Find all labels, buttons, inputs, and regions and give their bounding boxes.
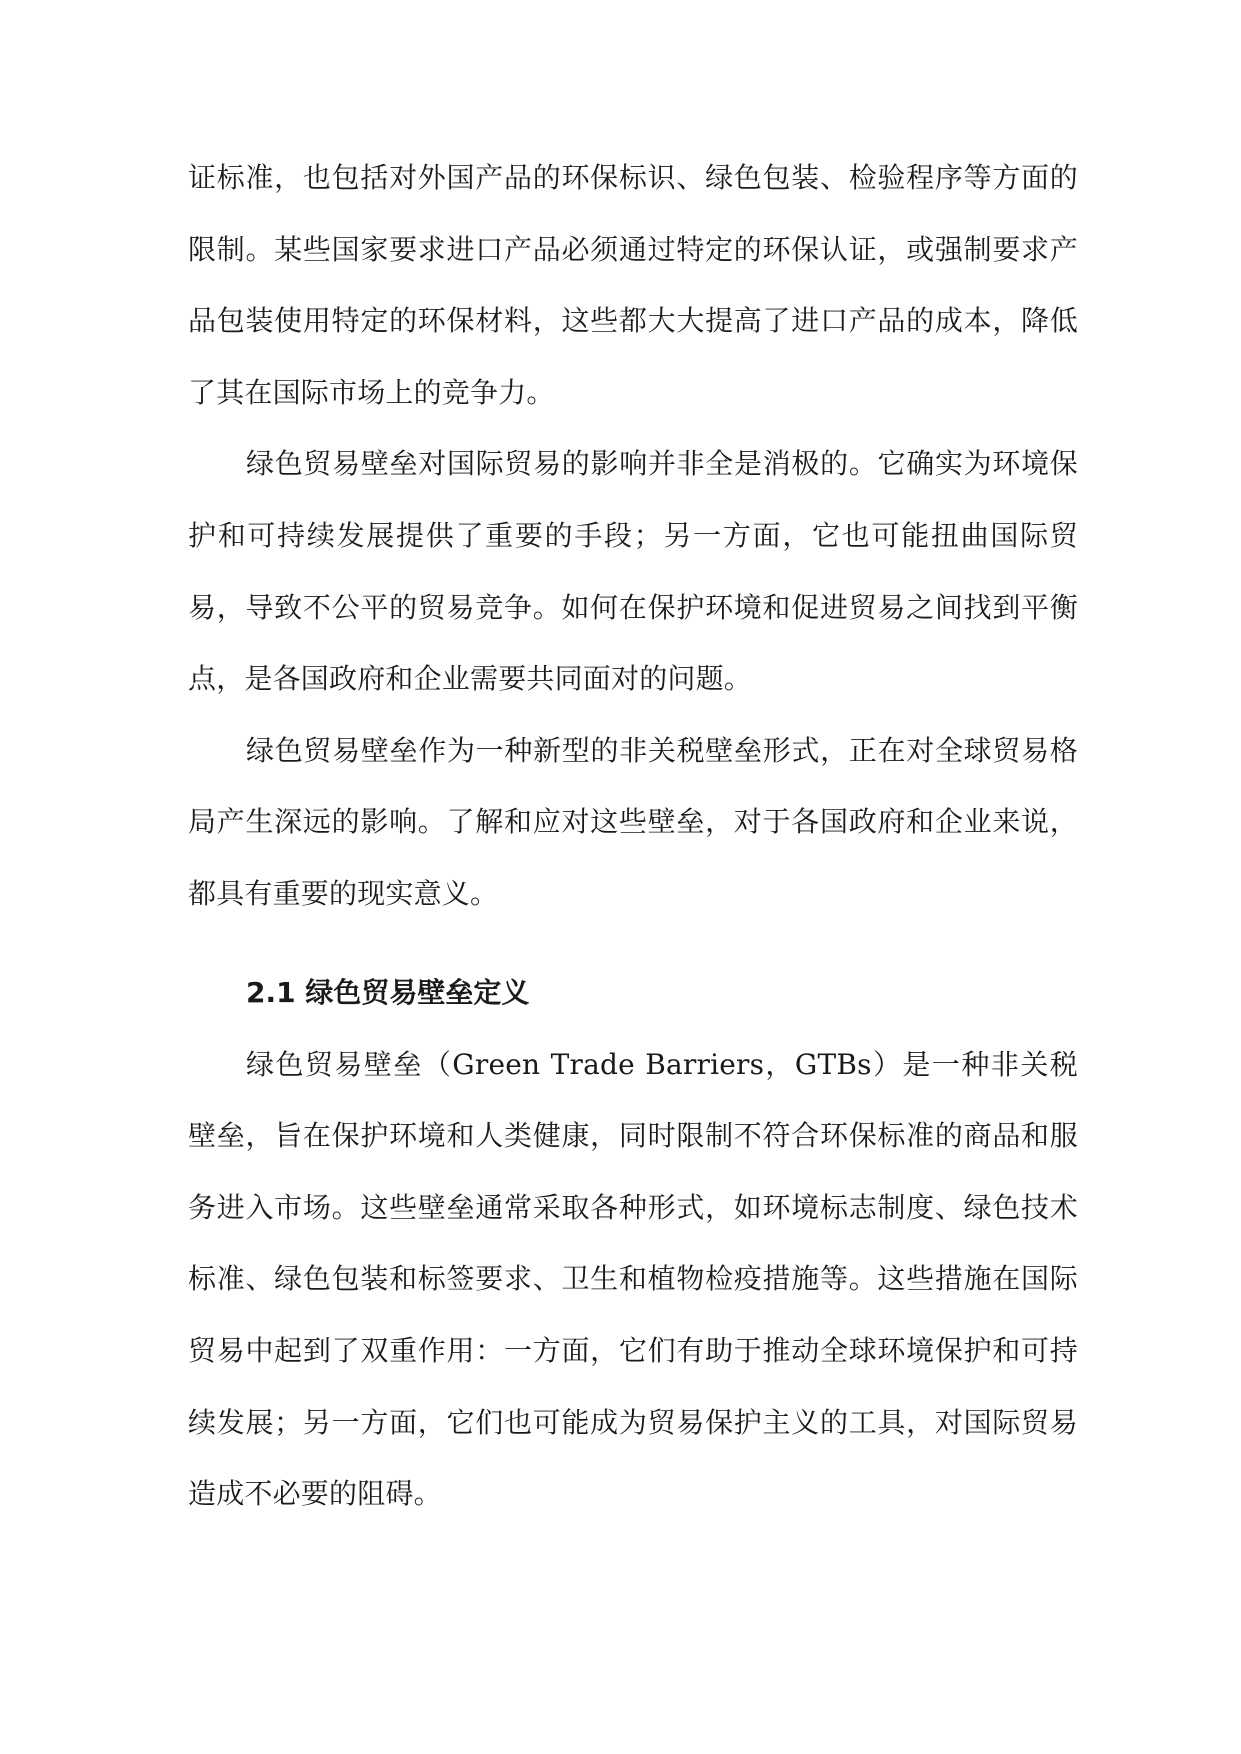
paragraph-continuation: 证标准，也包括对外国产品的环保标识、绿色包装、检验程序等方面的限制。某些国家要求进口产品必须通过特定的环保认证，或强制要求产品包装使用特定的环保材料，这些都大大提高了进口产品的成本，降低了其在国际市场上的竞争力。 [188,161,1078,409]
paragraph-impact: 绿色贸易壁垒对国际贸易的影响并非全是消极的。它确实为环境保护和可持续发展提供了重要的手段；另一方面，它也可能扭曲国际贸易，导致不公平的贸易竞争。如何在保护环境和促进贸易之间找到平衡点，是各国政府和企业需要共同面对的问题。 [188,447,1078,696]
paragraph-definition: 绿色贸易壁垒（Green Trade Barriers，GTBs）是一种非关税壁垒，旨在保护环境和人类健康，同时限制不符合环保标准的商品和服务进入市场。这些壁垒通常采取各种形式，如环境标志制度、绿色技术标准、绿色包装和标签要求、卫生和植物检疫措施等。这些措施在国际贸易中起到了双重作用：一方面，它们有助于推动全球环境保护和可持续发展；另一方面，它们也可能成为贸易保护主义的工具，对国际贸易造成不必要的阻碍。 [188,1047,1078,1511]
body-text [188,142,1078,1530]
section-heading: 2.1 绿色贸易壁垒定义 [246,975,530,1009]
paragraph-summary: 绿色贸易壁垒作为一种新型的非关税壁垒形式，正在对全球贸易格局产生深远的影响。了解和应对这些壁垒，对于各国政府和企业来说，都具有重要的现实意义。 [188,733,1078,910]
